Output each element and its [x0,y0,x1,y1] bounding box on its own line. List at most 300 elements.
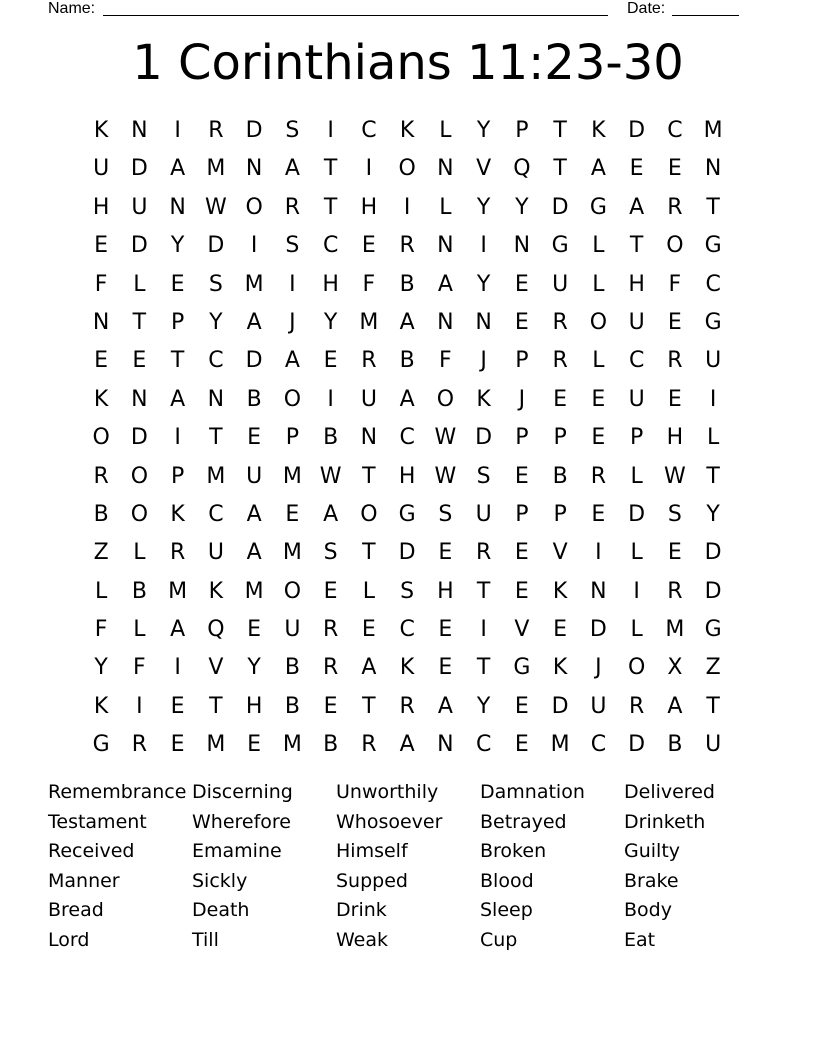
grid-letter[interactable]: E [247,425,262,451]
grid-letter[interactable]: L [592,271,605,297]
grid-letter[interactable]: L [592,348,605,374]
grid-letter[interactable]: A [246,540,262,566]
grid-letter[interactable]: A [284,348,300,374]
grid-letter[interactable]: I [250,233,258,259]
grid-letter[interactable]: M [206,463,226,489]
grid-letter[interactable]: N [131,118,148,143]
grid-letter[interactable]: B [552,463,568,489]
grid-letter[interactable]: W [434,463,457,489]
grid-letter[interactable]: N [475,309,492,335]
grid-letter[interactable]: I [595,540,602,566]
grid-letter[interactable]: U [590,693,607,719]
grid-letter[interactable]: E [247,617,262,643]
grid-letter[interactable]: T [209,425,223,451]
grid-letter[interactable]: E [361,617,376,643]
grid-letter[interactable]: H [666,425,684,451]
grid-letter[interactable]: E [438,617,453,643]
grid-letter[interactable]: T [476,578,491,604]
grid-letter[interactable]: R [667,578,683,604]
grid-letter[interactable]: R [399,233,415,259]
grid-letter[interactable]: D [130,425,148,451]
grid-letter[interactable]: E [591,501,606,527]
grid-letter[interactable]: H [245,693,263,719]
grid-letter[interactable]: L [133,617,146,643]
grid-letter[interactable]: S [438,501,453,527]
grid-letter[interactable]: F [362,271,376,297]
grid-letter[interactable]: I [174,655,181,681]
grid-letter[interactable]: Q [207,617,225,643]
word-list-item: Delivered [624,781,715,803]
grid-letter[interactable]: I [480,617,487,643]
grid-letter[interactable]: C [667,118,683,143]
grid-letter[interactable]: E [247,732,262,758]
grid-letter[interactable]: V [208,655,224,681]
grid-letter[interactable]: M [282,732,302,758]
grid-letter[interactable]: R [667,348,683,374]
grid-letter[interactable]: L [133,540,146,566]
grid-letter[interactable]: Y [476,118,491,143]
grid-letter[interactable]: B [284,693,300,719]
grid-letter[interactable]: U [207,540,224,566]
grid-letter[interactable]: C [399,617,415,643]
grid-letter[interactable]: P [515,118,529,143]
grid-letter[interactable]: W [663,463,686,489]
grid-letter[interactable]: H [92,194,110,220]
grid-letter[interactable]: F [94,617,108,643]
grid-letter[interactable]: L [133,271,146,297]
grid-letter[interactable]: R [208,118,224,143]
grid-letter[interactable]: K [170,501,185,527]
grid-letter[interactable]: N [207,386,225,412]
grid-letter[interactable]: O [627,655,646,681]
grid-letter[interactable]: T [362,540,376,566]
grid-letter[interactable]: Y [94,655,108,681]
grid-letter[interactable]: Z [93,540,109,566]
grid-letter[interactable]: C [208,501,224,527]
grid-letter[interactable]: E [170,271,185,297]
grid-letter[interactable]: F [439,348,452,374]
grid-letter[interactable]: T [209,693,223,719]
grid-letter[interactable]: H [628,271,645,297]
grid-letter[interactable]: G [551,233,569,259]
grid-letter[interactable]: L [630,617,643,643]
grid-letter[interactable]: A [399,732,415,758]
grid-letter[interactable]: D [398,540,416,566]
grid-letter[interactable]: U [246,463,263,489]
grid-letter[interactable]: Y [476,693,491,719]
grid-letter[interactable]: A [437,271,453,297]
grid-letter[interactable]: W [434,425,457,451]
grid-letter[interactable]: D [628,501,646,527]
grid-letter[interactable]: N [437,309,454,335]
grid-letter[interactable]: K [591,118,606,143]
grid-letter[interactable]: R [552,309,568,335]
grid-letter[interactable]: I [174,425,181,451]
grid-letter[interactable]: K [93,386,109,412]
grid-letter[interactable]: L [439,118,452,143]
grid-letter[interactable]: V [552,540,568,566]
grid-letter[interactable]: G [398,501,416,527]
date-blank-line[interactable] [672,15,739,16]
grid-letter[interactable]: A [284,156,300,182]
grid-letter[interactable]: Y [170,233,185,259]
grid-letter[interactable]: U [705,732,722,758]
grid-letter[interactable]: I [403,194,411,220]
grid-letter[interactable]: D [628,732,646,758]
grid-letter[interactable]: K [208,578,224,604]
grid-letter[interactable]: D [589,617,607,643]
grid-letter[interactable]: Y [323,309,338,335]
grid-letter[interactable]: W [319,463,342,489]
grid-letter[interactable]: I [136,693,143,719]
grid-letter[interactable]: R [93,463,109,489]
grid-letter[interactable]: J [480,348,487,374]
grid-letter[interactable]: C [475,732,492,758]
grid-letter[interactable]: N [245,156,263,182]
grid-letter[interactable]: F [94,271,108,297]
grid-letter[interactable]: I [709,386,717,412]
grid-letter[interactable]: N [169,194,186,220]
grid-letter[interactable]: R [590,463,607,489]
grid-letter[interactable]: Y [476,194,491,220]
grid-letter[interactable]: X [667,655,683,681]
grid-letter[interactable]: L [706,425,720,451]
grid-letter[interactable]: T [706,693,720,719]
grid-letter[interactable]: S [667,501,682,527]
grid-letter[interactable]: L [592,233,605,259]
grid-letter[interactable]: I [174,118,181,143]
grid-letter[interactable]: R [284,194,301,220]
grid-letter[interactable]: A [323,501,339,527]
grid-letter[interactable]: B [323,732,339,758]
grid-letter[interactable]: A [246,501,262,527]
grid-letter[interactable]: E [553,617,568,643]
grid-letter[interactable]: T [553,118,567,143]
grid-letter[interactable]: U [360,386,377,412]
grid-letter[interactable]: A [170,156,186,182]
grid-letter[interactable]: H [398,463,416,489]
grid-letter[interactable]: G [92,732,110,758]
grid-letter[interactable]: S [208,271,223,297]
grid-letter[interactable]: M [282,463,302,489]
grid-letter[interactable]: R [361,348,377,374]
grid-letter[interactable]: N [131,386,148,412]
grid-letter[interactable]: L [439,194,452,220]
grid-letter[interactable]: C [208,348,224,374]
word-list-item: Bread [48,899,104,922]
grid-letter[interactable]: A [170,617,186,643]
grid-letter[interactable]: A [399,386,415,412]
grid-letter[interactable]: U [93,156,110,182]
grid-letter[interactable]: M [168,578,188,604]
grid-letter[interactable]: A [437,693,453,719]
grid-letter[interactable]: P [553,425,567,451]
grid-letter[interactable]: R [667,194,683,220]
grid-letter[interactable]: M [206,732,226,758]
grid-letter[interactable]: O [130,463,149,489]
grid-letter[interactable]: G [704,233,722,259]
grid-letter[interactable]: U [552,271,569,297]
grid-letter[interactable]: E [170,732,185,758]
grid-letter[interactable]: E [438,655,453,681]
grid-letter[interactable]: T [170,348,185,374]
grid-letter[interactable]: B [323,425,339,451]
grid-letter[interactable]: Q [513,156,531,182]
grid-letter[interactable]: D [704,578,722,604]
name-blank-line[interactable] [103,15,608,16]
grid-letter[interactable]: K [93,693,109,719]
grid-letter[interactable]: T [706,194,720,220]
grid-letter[interactable]: D [628,118,646,143]
grid-letter[interactable]: E [667,540,682,566]
grid-letter[interactable]: L [630,463,643,489]
grid-letter[interactable]: K [399,655,415,681]
grid-letter[interactable]: E [553,386,568,412]
grid-letter[interactable]: O [589,309,608,335]
grid-letter[interactable]: P [515,348,529,374]
grid-letter[interactable]: E [667,156,682,182]
grid-letter[interactable]: B [131,578,147,604]
grid-letter[interactable]: E [514,732,529,758]
grid-letter[interactable]: E [514,693,529,719]
grid-letter[interactable]: K [93,118,109,143]
grid-letter[interactable]: D [130,156,148,182]
grid-letter[interactable]: E [667,309,682,335]
grid-letter[interactable]: T [362,463,376,489]
grid-letter[interactable]: E [514,578,529,604]
grid-letter[interactable]: P [629,425,644,451]
grid-letter[interactable]: R [322,655,339,681]
grid-letter[interactable]: D [475,425,493,451]
grid-letter[interactable]: P [515,425,529,451]
grid-letter[interactable]: U [628,386,645,412]
grid-letter[interactable]: E [94,348,109,374]
grid-letter[interactable]: Y [476,271,491,297]
grid-letter[interactable]: R [361,732,377,758]
grid-letter[interactable]: E [323,693,338,719]
grid-letter[interactable]: E [514,540,529,566]
grid-letter[interactable]: M [665,617,685,643]
grid-letter[interactable]: N [437,156,454,182]
grid-letter[interactable]: E [514,271,529,297]
grid-letter[interactable]: M [703,118,723,143]
grid-letter[interactable]: I [289,271,296,297]
grid-letter[interactable]: S [285,118,300,143]
grid-letter[interactable]: R [475,540,492,566]
grid-letter[interactable]: E [170,693,185,719]
grid-letter[interactable]: C [361,118,377,143]
grid-letter[interactable]: H [360,194,378,220]
grid-letter[interactable]: I [480,233,487,259]
grid-letter[interactable]: U [131,194,148,220]
grid-letter[interactable]: O [283,578,302,604]
grid-letter[interactable]: D [245,118,263,143]
word-list-item: Sleep [480,899,533,922]
grid-letter[interactable]: O [283,386,302,412]
grid-letter[interactable]: R [399,693,415,719]
grid-letter[interactable]: F [668,271,682,297]
grid-letter[interactable]: Y [247,655,261,681]
grid-letter[interactable]: T [323,194,338,220]
grid-letter[interactable]: D [130,233,148,259]
grid-letter[interactable]: E [514,309,529,335]
grid-letter[interactable]: P [170,309,185,335]
grid-letter[interactable]: I [365,156,373,182]
grid-letter[interactable]: V [514,617,530,643]
grid-letter[interactable]: B [284,655,300,681]
grid-letter[interactable]: O [245,194,263,220]
word-list-item: Guilty [624,840,681,863]
word-list-item: Brake [624,869,679,892]
grid-letter[interactable]: S [400,578,415,604]
grid-letter[interactable]: G [704,617,722,643]
grid-letter[interactable]: G [513,655,531,681]
grid-letter[interactable]: J [518,386,526,412]
grid-letter[interactable]: K [552,655,568,681]
grid-letter[interactable]: U [475,501,492,527]
grid-letter[interactable]: S [285,233,300,259]
grid-letter[interactable]: P [553,501,567,527]
grid-letter[interactable]: D [207,233,225,259]
grid-letter[interactable]: B [667,732,683,758]
grid-letter[interactable]: P [515,501,529,527]
grid-letter[interactable]: K [552,578,568,604]
grid-letter[interactable]: E [514,463,529,489]
grid-letter[interactable]: D [551,693,569,719]
grid-letter[interactable]: E [94,233,109,259]
grid-letter[interactable]: F [133,655,146,681]
grid-letter[interactable]: L [630,540,643,566]
grid-letter[interactable]: H [322,271,339,297]
grid-letter[interactable]: E [667,386,682,412]
grid-letter[interactable]: H [437,578,454,604]
grid-letter[interactable]: O [130,501,149,527]
grid-letter[interactable]: D [551,194,569,220]
grid-letter[interactable]: V [476,156,492,182]
grid-letter[interactable]: I [327,386,334,412]
grid-letter[interactable]: A [361,655,377,681]
grid-letter[interactable]: C [590,732,607,758]
grid-letter[interactable]: N [437,732,454,758]
grid-letter[interactable]: A [170,386,186,412]
grid-letter[interactable]: O [92,425,110,451]
grid-letter[interactable]: O [436,386,455,412]
grid-letter[interactable]: D [704,540,722,566]
grid-letter[interactable]: M [244,271,264,297]
grid-letter[interactable]: O [398,156,416,182]
grid-letter[interactable]: U [705,348,722,374]
grid-letter[interactable]: A [629,194,645,220]
grid-letter[interactable]: A [667,693,683,719]
grid-letter[interactable]: R [552,348,568,374]
grid-letter[interactable]: R [169,540,186,566]
grid-letter[interactable]: J [595,655,602,681]
grid-letter[interactable]: C [399,425,415,451]
grid-letter[interactable]: P [285,425,300,451]
grid-letter[interactable]: S [476,463,491,489]
grid-letter[interactable]: I [327,118,334,143]
grid-letter[interactable]: Z [705,655,721,681]
grid-letter[interactable]: E [132,348,147,374]
grid-letter[interactable]: N [590,578,607,604]
grid-letter[interactable]: T [629,233,644,259]
grid-letter[interactable]: Y [515,194,529,220]
grid-letter[interactable]: L [94,578,108,604]
grid-letter[interactable]: I [633,578,640,604]
grid-letter[interactable]: N [92,309,110,335]
grid-letter[interactable]: G [704,309,722,335]
grid-letter[interactable]: N [360,425,378,451]
grid-letter[interactable]: G [589,194,607,220]
grid-letter[interactable]: S [323,540,338,566]
grid-letter[interactable]: C [322,233,339,259]
grid-letter[interactable]: D [245,348,263,374]
grid-letter[interactable]: Y [209,309,223,335]
grid-letter[interactable]: M [282,540,302,566]
word-list-item: Wherefore [192,810,291,833]
grid-letter[interactable]: T [323,156,338,182]
grid-letter[interactable]: C [705,271,721,297]
grid-letter[interactable]: U [284,617,301,643]
grid-letter[interactable]: B [93,501,109,527]
grid-letter[interactable]: C [628,348,645,374]
grid-letter[interactable]: P [170,463,185,489]
grid-letter[interactable]: E [285,501,300,527]
grid-letter[interactable]: N [437,233,454,259]
grid-letter[interactable]: M [359,309,379,335]
grid-letter[interactable]: T [476,655,491,681]
letter-grid [82,112,732,765]
grid-letter[interactable]: N [513,233,531,259]
grid-letter[interactable]: Y [706,501,720,527]
word-list-item: Emamine [192,840,282,863]
grid-letter[interactable]: R [131,732,148,758]
grid-letter[interactable]: B [399,348,415,374]
grid-letter[interactable]: B [399,271,415,297]
grid-letter[interactable]: J [289,309,296,335]
grid-letter[interactable]: A [399,309,415,335]
grid-letter[interactable]: E [323,348,338,374]
grid-letter[interactable]: E [323,578,338,604]
grid-letter[interactable]: E [591,386,606,412]
grid-letter[interactable]: U [628,309,645,335]
grid-letter[interactable]: A [246,309,262,335]
grid-letter[interactable]: K [399,118,415,143]
word-list-item: Body [624,899,672,922]
grid-letter[interactable]: M [550,732,570,758]
grid-letter[interactable]: T [706,463,720,489]
grid-letter[interactable]: N [704,156,722,182]
grid-letter[interactable]: M [244,578,264,604]
grid-letter[interactable]: O [666,233,684,259]
grid-letter[interactable]: B [246,386,262,412]
grid-letter[interactable]: O [360,501,378,527]
grid-letter[interactable]: E [361,233,376,259]
grid-letter[interactable]: T [553,156,567,182]
grid-letter[interactable]: R [628,693,645,719]
grid-letter[interactable]: K [476,386,491,412]
grid-letter[interactable]: T [132,309,147,335]
grid-letter[interactable]: L [362,578,375,604]
grid-letter[interactable]: R [322,617,339,643]
grid-letter[interactable]: E [629,156,644,182]
grid-letter[interactable]: E [591,425,606,451]
grid-letter[interactable]: T [362,693,376,719]
grid-letter[interactable]: W [204,194,227,220]
grid-letter[interactable]: E [438,540,453,566]
grid-letter[interactable]: A [590,156,606,182]
grid-letter[interactable]: M [206,156,226,182]
